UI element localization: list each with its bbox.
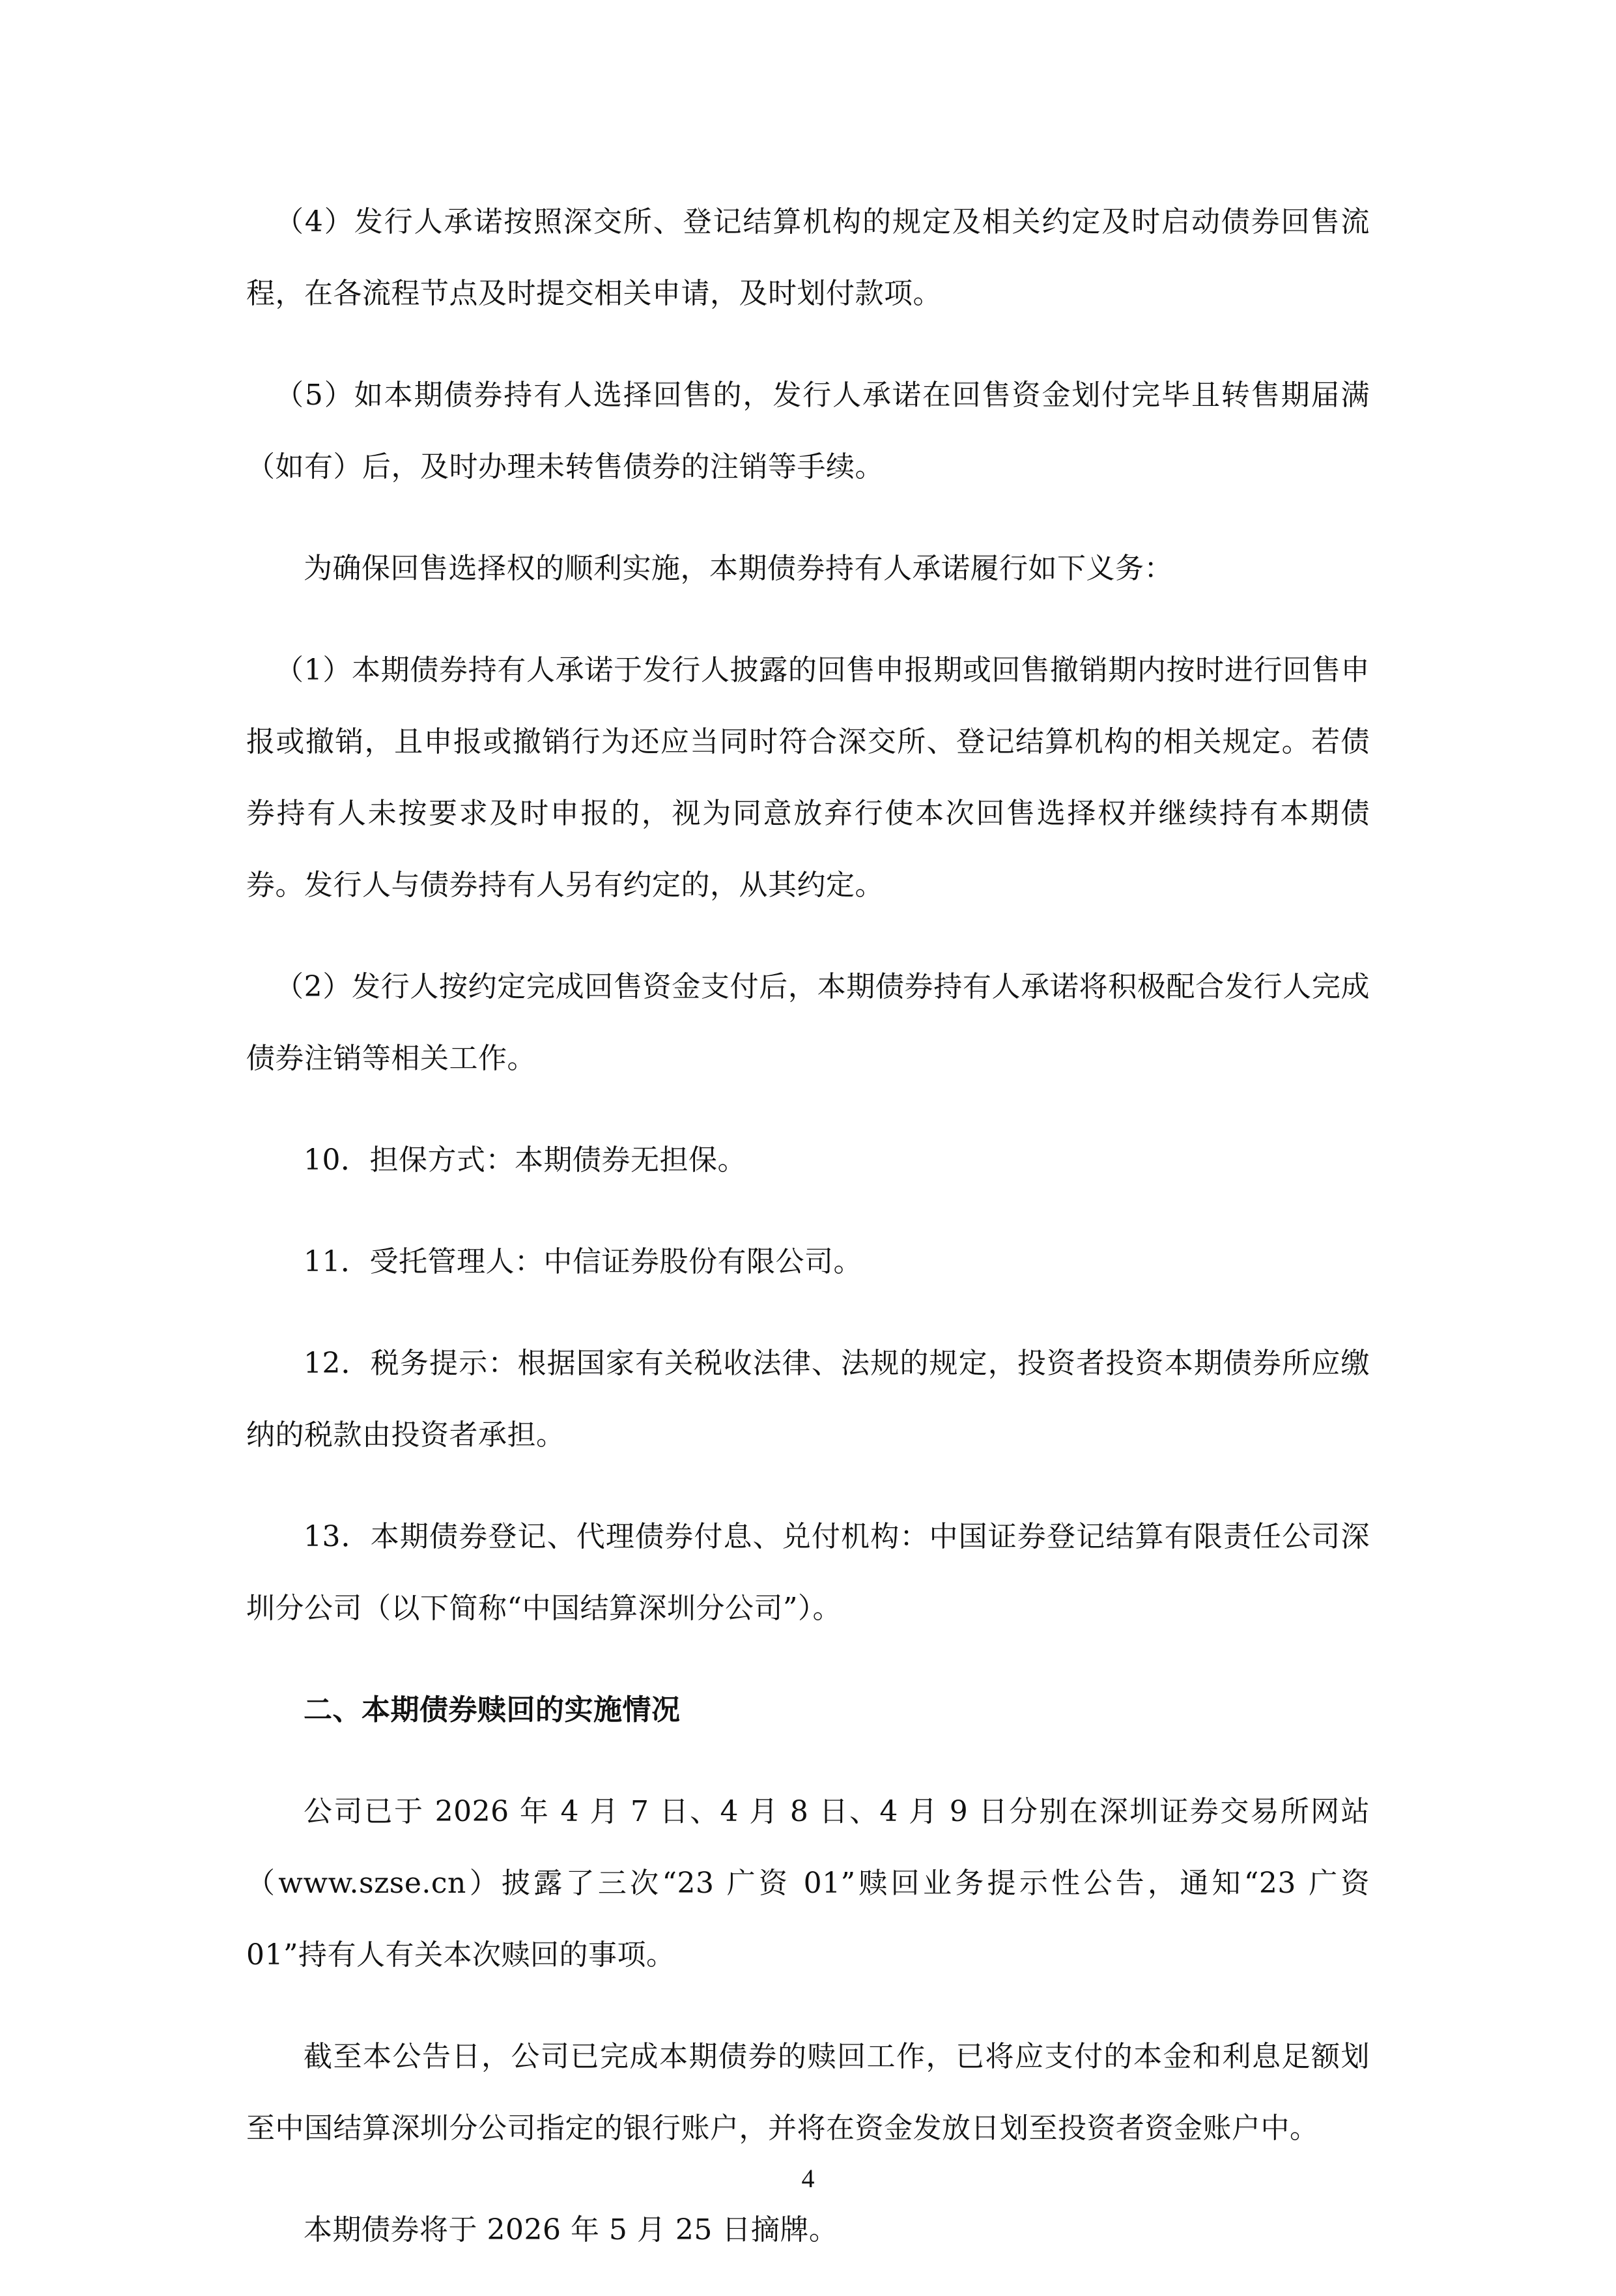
paragraph-guarantee: 10．担保方式：本期债券无担保。 — [304, 1143, 746, 1177]
paragraph-delisting-date: 本期债券将于 2026 年 5 月 25 日摘牌。 — [304, 2213, 838, 2246]
paragraph-issuer-commitment-4: （4）发行人承诺按照深交所、登记结算机构的规定及相关约定及时启动债券回售流程，在各流程节点及时提交相关申请，及时划付款项。 — [246, 205, 1370, 310]
paragraph-redemption-completed: 截至本公告日，公司已完成本期债券的赎回工作，已将应支付的本金和利息足额划至中国结算深圳分公司指定的银行账户，并将在资金发放日划至投资者资金账户中。 — [246, 2040, 1370, 2145]
paragraph-tax-notice: 12．税务提示：根据国家有关税收法律、法规的规定，投资者投资本期债券所应缴纳的税款由投资者承担。 — [246, 1347, 1370, 1452]
paragraph-holder-obligations-intro: 为确保回售选择权的顺利实施，本期债券持有人承诺履行如下义务： — [304, 552, 1173, 585]
page-number: 4 — [801, 2164, 815, 2193]
paragraph-trustee: 11．受托管理人：中信证券股份有限公司。 — [304, 1245, 862, 1278]
paragraph-registration-agency: 13．本期债券登记、代理债券付息、兑付机构：中国证券登记结算有限责任公司深圳分公司（以下简称“中国结算深圳分公司”）。 — [246, 1520, 1370, 1625]
paragraph-holder-obligation-2: （2）发行人按约定完成回售资金支付后，本期债券持有人承诺将积极配合发行人完成债券注销等相关工作。 — [246, 970, 1370, 1075]
paragraph-holder-obligation-1: （1）本期债券持有人承诺于发行人披露的回售申报期或回售撤销期内按时进行回售申报或撤销，且申报或撤销行为还应当同时符合深交所、登记结算机构的相关规定。若债券持有人未按要求及时申报的，视为同意放弃行使本次回售选择权并继续持有本期债券。发行人与债券持有人另有约定的，从其约定。 — [246, 653, 1370, 902]
document-body — [246, 186, 1370, 2296]
section-heading-redemption: 二、本期债券赎回的实施情况 — [304, 1693, 681, 1727]
paragraph-issuer-commitment-5: （5）如本期债券持有人选择回售的，发行人承诺在回售资金划付完毕且转售期届满（如有）后，及时办理未转售债券的注销等手续。 — [246, 379, 1370, 483]
paragraph-redemption-notices: 公司已于 2026 年 4 月 7 日、4 月 8 日、4 月 9 日分别在深圳证券交易所网站（www.szse.cn）披露了三次“23 广资 01”赎回业务提示性公告，通知“23 广资 01”持有人有关本次赎回的事项。 — [246, 1795, 1370, 1972]
